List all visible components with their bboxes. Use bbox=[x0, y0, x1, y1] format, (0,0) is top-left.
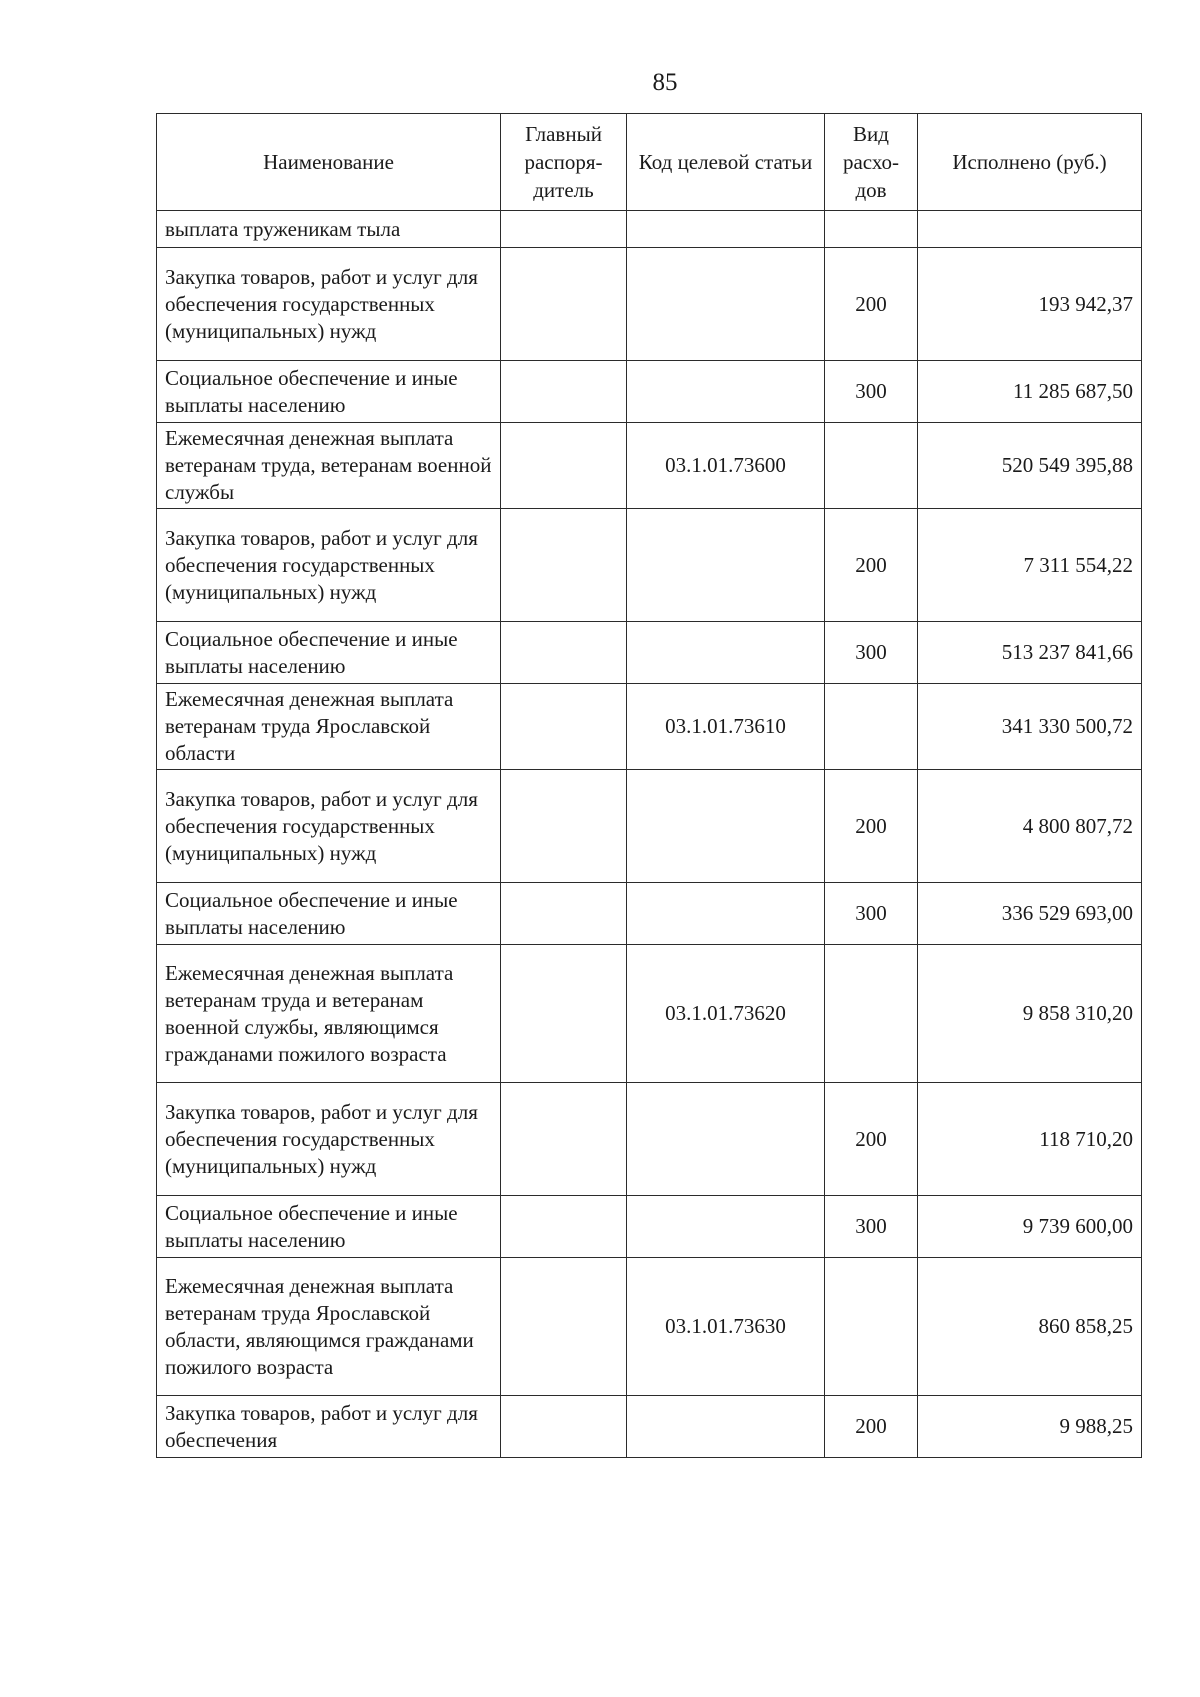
cell-name: Закупка товаров, работ и услуг для обеспечения государственных (муниципальных) нужд bbox=[157, 248, 501, 361]
page-number: 85 bbox=[652, 69, 678, 96]
cell-target-code bbox=[627, 770, 825, 883]
cell-chief-manager bbox=[501, 361, 627, 423]
cell-chief-manager bbox=[501, 1396, 627, 1458]
cell-executed-amount: 336 529 693,00 bbox=[918, 883, 1142, 945]
table-row bbox=[157, 945, 1142, 1083]
table-row bbox=[157, 423, 1142, 509]
cell-name: Ежемесячная денежная выплата ветеранам труда Ярославской области bbox=[157, 684, 501, 770]
cell-chief-manager bbox=[501, 883, 627, 945]
cell-executed-amount: 520 549 395,88 bbox=[918, 423, 1142, 509]
header-row bbox=[157, 114, 1142, 211]
cell-executed-amount: 9 858 310,20 bbox=[918, 945, 1142, 1083]
table-row bbox=[157, 1196, 1142, 1258]
cell-expense-type: 300 bbox=[825, 1196, 918, 1258]
cell-name: Ежемесячная денежная выплата ветеранам труда, ветеранам военной службы bbox=[157, 423, 501, 509]
cell-chief-manager bbox=[501, 1196, 627, 1258]
cell-chief-manager bbox=[501, 684, 627, 770]
cell-target-code: 03.1.01.73600 bbox=[627, 423, 825, 509]
cell-executed-amount: 11 285 687,50 bbox=[918, 361, 1142, 423]
cell-expense-type: 200 bbox=[825, 1396, 918, 1458]
cell-expense-type bbox=[825, 1258, 918, 1396]
cell-name: Социальное обеспечение и иные выплаты населению bbox=[157, 883, 501, 945]
column-header-executed: Исполнено (руб.) bbox=[918, 114, 1142, 211]
cell-name: Ежемесячная денежная выплата ветеранам труда Ярославской области, являющимся гражданами пожилого возраста bbox=[157, 1258, 501, 1396]
cell-expense-type: 200 bbox=[825, 248, 918, 361]
cell-executed-amount: 7 311 554,22 bbox=[918, 509, 1142, 622]
cell-target-code: 03.1.01.73610 bbox=[627, 684, 825, 770]
column-header-name: Наименование bbox=[157, 114, 501, 211]
cell-name: Социальное обеспечение и иные выплаты населению bbox=[157, 622, 501, 684]
cell-executed-amount: 9 739 600,00 bbox=[918, 1196, 1142, 1258]
cell-chief-manager bbox=[501, 211, 627, 248]
column-header-target-code: Код целевой статьи bbox=[627, 114, 825, 211]
cell-expense-type: 200 bbox=[825, 770, 918, 883]
cell-expense-type: 300 bbox=[825, 622, 918, 684]
cell-executed-amount: 9 988,25 bbox=[918, 1396, 1142, 1458]
cell-expense-type: 300 bbox=[825, 883, 918, 945]
cell-chief-manager bbox=[501, 945, 627, 1083]
cell-target-code bbox=[627, 361, 825, 423]
cell-executed-amount: 513 237 841,66 bbox=[918, 622, 1142, 684]
table-row bbox=[157, 248, 1142, 361]
cell-expense-type: 200 bbox=[825, 509, 918, 622]
cell-target-code: 03.1.01.73630 bbox=[627, 1258, 825, 1396]
cell-name: Закупка товаров, работ и услуг для обеспечения государственных (муниципальных) нужд bbox=[157, 770, 501, 883]
cell-chief-manager bbox=[501, 1258, 627, 1396]
cell-chief-manager bbox=[501, 1083, 627, 1196]
cell-chief-manager bbox=[501, 248, 627, 361]
table-row bbox=[157, 1396, 1142, 1458]
table-header bbox=[157, 114, 1142, 211]
cell-target-code bbox=[627, 211, 825, 248]
cell-name: Ежемесячная денежная выплата ветеранам труда и ветеранам военной службы, являющимся гражданами пожилого возраста bbox=[157, 945, 501, 1083]
cell-chief-manager bbox=[501, 622, 627, 684]
cell-target-code: 03.1.01.73620 bbox=[627, 945, 825, 1083]
table-row bbox=[157, 211, 1142, 248]
cell-target-code bbox=[627, 248, 825, 361]
cell-executed-amount: 860 858,25 bbox=[918, 1258, 1142, 1396]
cell-executed-amount: 193 942,37 bbox=[918, 248, 1142, 361]
cell-name: Социальное обеспечение и иные выплаты населению bbox=[157, 1196, 501, 1258]
table-row bbox=[157, 770, 1142, 883]
cell-executed-amount: 118 710,20 bbox=[918, 1083, 1142, 1196]
table-row bbox=[157, 1083, 1142, 1196]
table-row bbox=[157, 684, 1142, 770]
cell-expense-type bbox=[825, 211, 918, 248]
table-row bbox=[157, 622, 1142, 684]
cell-executed-amount bbox=[918, 211, 1142, 248]
column-header-expense-type: Вид расхо-дов bbox=[825, 114, 918, 211]
column-header-chief-manager: Главный распоря-дитель bbox=[501, 114, 627, 211]
cell-name: Социальное обеспечение и иные выплаты населению bbox=[157, 361, 501, 423]
table-body bbox=[157, 211, 1142, 1458]
table-row bbox=[157, 883, 1142, 945]
table-row bbox=[157, 509, 1142, 622]
cell-target-code bbox=[627, 622, 825, 684]
cell-name: выплата труженикам тыла bbox=[157, 211, 501, 248]
cell-executed-amount: 341 330 500,72 bbox=[918, 684, 1142, 770]
cell-chief-manager bbox=[501, 770, 627, 883]
cell-expense-type: 200 bbox=[825, 1083, 918, 1196]
cell-name: Закупка товаров, работ и услуг для обеспечения государственных (муниципальных) нужд bbox=[157, 509, 501, 622]
cell-expense-type bbox=[825, 684, 918, 770]
cell-expense-type bbox=[825, 423, 918, 509]
cell-chief-manager bbox=[501, 423, 627, 509]
cell-target-code bbox=[627, 883, 825, 945]
cell-target-code bbox=[627, 1196, 825, 1258]
cell-name: Закупка товаров, работ и услуг для обеспечения bbox=[157, 1396, 501, 1458]
table-row bbox=[157, 1258, 1142, 1396]
budget-table bbox=[156, 113, 1142, 1458]
table-row bbox=[157, 361, 1142, 423]
cell-expense-type bbox=[825, 945, 918, 1083]
cell-executed-amount: 4 800 807,72 bbox=[918, 770, 1142, 883]
cell-chief-manager bbox=[501, 509, 627, 622]
cell-expense-type: 300 bbox=[825, 361, 918, 423]
cell-target-code bbox=[627, 1396, 825, 1458]
cell-target-code bbox=[627, 1083, 825, 1196]
cell-name: Закупка товаров, работ и услуг для обеспечения государственных (муниципальных) нужд bbox=[157, 1083, 501, 1196]
cell-target-code bbox=[627, 509, 825, 622]
